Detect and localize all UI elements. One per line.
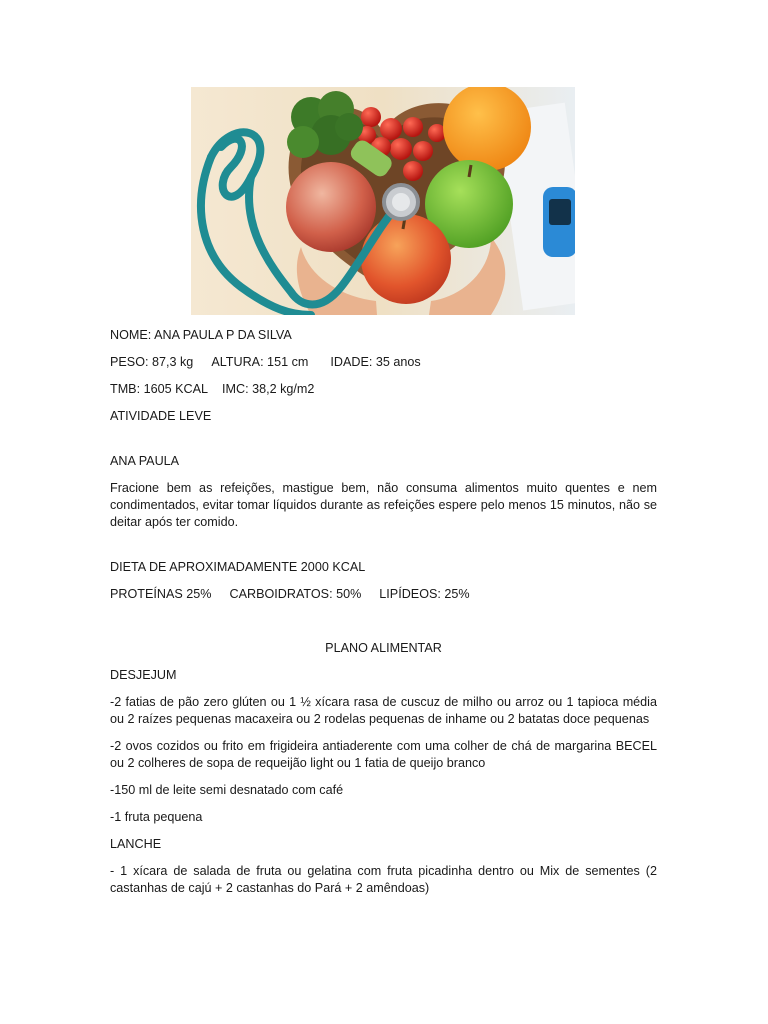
diet-lipids: LIPÍDEOS: 25% — [379, 587, 470, 601]
advice-heading: ANA PAULA — [110, 454, 180, 468]
patient-measures — [110, 354, 657, 371]
breakfast-heading: DESJEJUM — [110, 668, 177, 682]
diet-carbs: CARBOIDRATOS: 50% — [229, 587, 362, 601]
snack-item: - 1 xícara de salada de fruta ou gelatina com fruta picadinha dentro ou Mix de sementes (2 castanhas de cajú + 2 castanhas do Pará + 2 amêndoas) — [110, 864, 657, 895]
diet-proteins: PROTEÍNAS 25% — [110, 587, 212, 601]
plan-title: PLANO ALIMENTAR — [325, 641, 442, 655]
nutrition-document — [110, 327, 657, 907]
advice-text: Fracione bem as refeições, mastigue bem, não consuma alimentos muito quentes e nem condimentados, evitar tomar líquidos durante as refeições espere pelo menos 15 minutos, não se deitar após ter comido. — [110, 481, 657, 529]
patient-weight: PESO: 87,3 kg — [110, 355, 194, 369]
patient-age: IDADE: 35 anos — [330, 355, 421, 369]
breakfast-item: -2 ovos cozidos ou frito em frigideira antiaderente com uma colher de chá de margarina BECEL ou 2 colheres de sopa de requeijão light ou 1 fatia de queijo branco — [110, 739, 657, 770]
header-image — [191, 87, 575, 315]
snack-heading: LANCHE — [110, 837, 162, 851]
breakfast-item: -1 fruta pequena — [110, 810, 203, 824]
breakfast-item: -2 fatias de pão zero glúten ou 1 ½ xícara rasa de cuscuz de milho ou arroz ou 1 tapioca média ou 2 raízes pequenas macaxeira ou 2 rodelas pequenas de inhame ou 2 batatas doce pequenas — [110, 695, 657, 726]
diet-title: DIETA DE APROXIMADAMENTE 2000 KCAL — [110, 560, 366, 574]
fruit-heart-illustration — [191, 87, 575, 315]
patient-height: ALTURA: 151 cm — [211, 355, 309, 369]
patient-activity: ATIVIDADE LEVE — [110, 409, 212, 423]
patient-imc: IMC: 38,2 kg/m2 — [222, 382, 315, 396]
patient-metabolic — [110, 381, 657, 398]
breakfast-item: -150 ml de leite semi desnatado com café — [110, 783, 344, 797]
patient-tmb: TMB: 1605 KCAL — [110, 382, 208, 396]
patient-name: NOME: ANA PAULA P DA SILVA — [110, 328, 292, 342]
diet-macros — [110, 586, 657, 603]
